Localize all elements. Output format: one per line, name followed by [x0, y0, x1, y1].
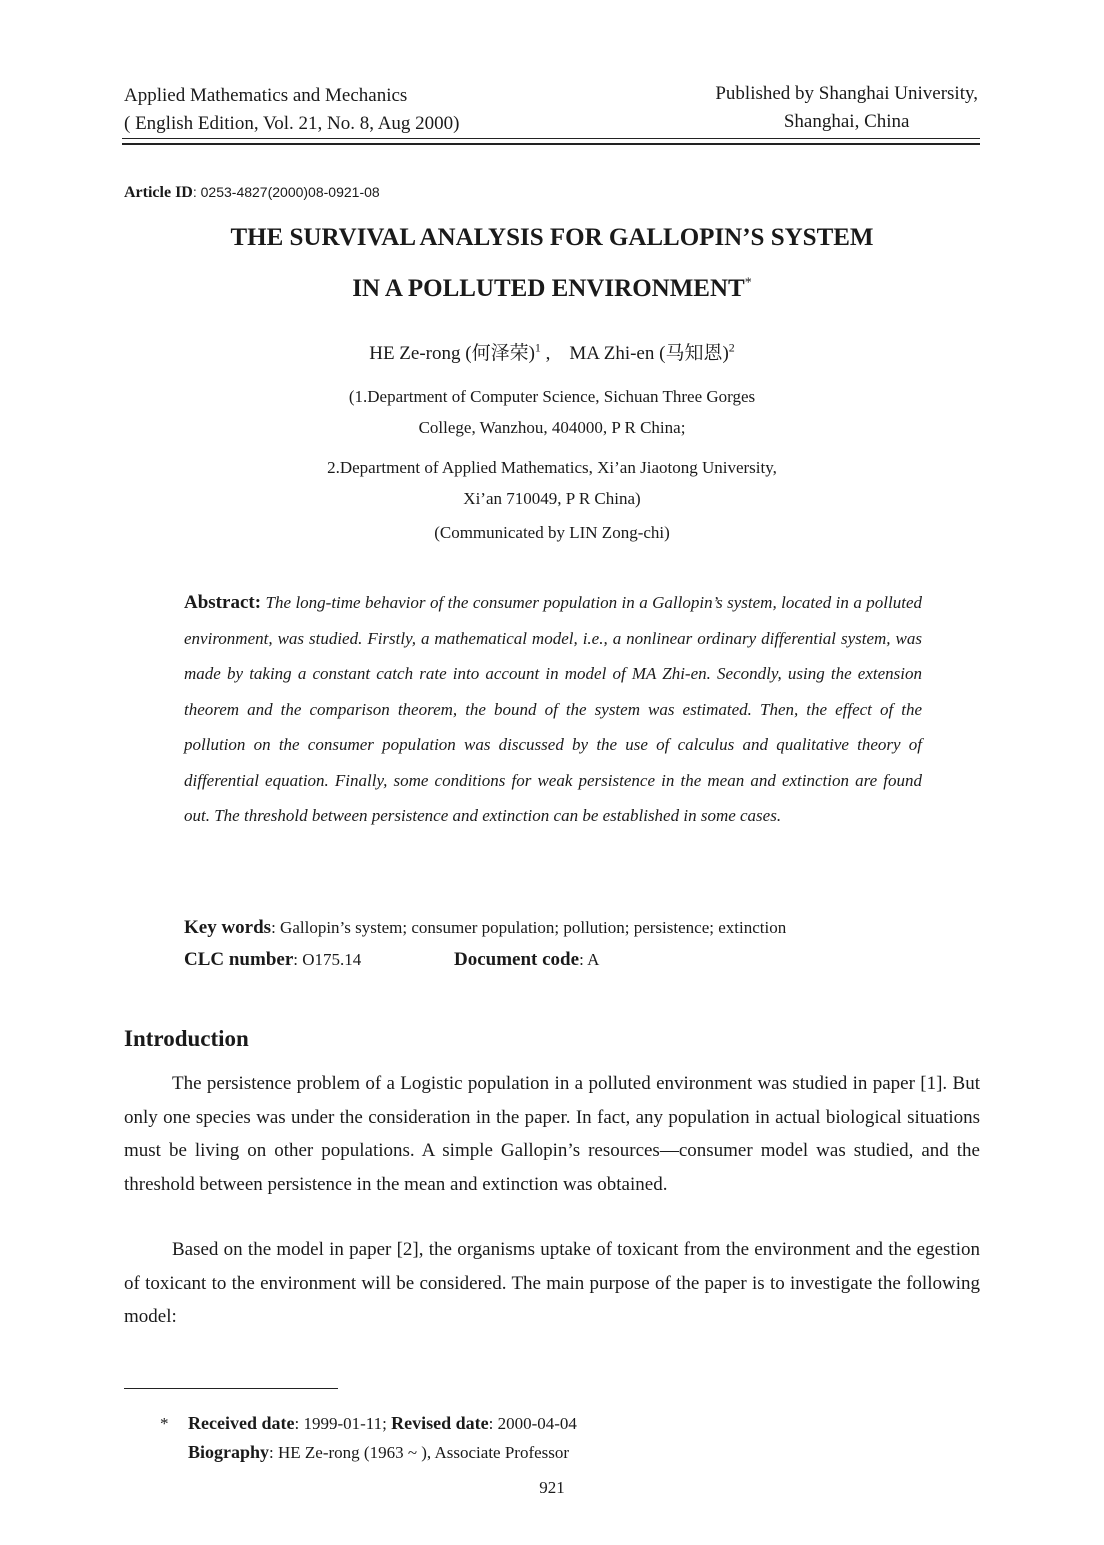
section-heading-introduction: Introduction: [124, 1026, 249, 1051]
journal-name: Applied Mathematics and Mechanics: [124, 85, 408, 106]
keywords: [184, 917, 924, 939]
affiliation-1-line2: College, Wanzhou, 404000, P R China;: [418, 418, 686, 437]
communicated-by: (Communicated by LIN Zong-chi): [434, 523, 670, 542]
article-id-label: Article ID: [124, 184, 193, 201]
abstract: [184, 585, 922, 834]
affiliation-1-line1: (1.Department of Computer Science, Sichuan Three Gorges: [348, 387, 756, 406]
title-footnote-mark: *: [744, 275, 752, 291]
author-1-affil: 1: [534, 340, 541, 355]
intro-paragraph-2: Based on the model in paper [2], the organisms uptake of toxicant from the environment and the egestion of toxicant to the environment will be considered. The main purpose of the paper is to investigate the following model:: [124, 1239, 980, 1327]
biography-line: [160, 1438, 577, 1467]
author-separator: ,: [540, 343, 570, 364]
article-id-value: : 0253-4827(2000)08-0921-08: [192, 184, 380, 200]
publisher-name: Published by Shanghai University,: [715, 83, 978, 104]
clc-label: CLC number: [184, 949, 294, 970]
header-rule-thin: [122, 138, 980, 139]
journal-header: [124, 82, 460, 138]
affiliation-2: [124, 452, 980, 514]
footnote-rule: [124, 1388, 338, 1389]
clc-value: : O175.14: [293, 950, 362, 969]
article-id: [124, 184, 380, 202]
affiliation-1: [124, 381, 980, 443]
footnote: [160, 1409, 577, 1467]
keywords-label: Key words: [184, 917, 272, 938]
publisher-header: [715, 80, 978, 136]
intro-paragraph-1: The persistence problem of a Logistic population in a polluted environment was studied in paper [1]. But only one species was under the consideration in the paper. In fact, any population in actual biological situations must be living on other populations. A simple Gallopin’s resources—consumer model was studied, and the threshold between persistence in the mean and extinction was obtained.: [124, 1073, 980, 1195]
revised-value: : 2000-04-04: [488, 1414, 577, 1433]
received-label: Received date: [188, 1413, 295, 1433]
paper-title-line2: [124, 275, 980, 303]
abstract-text: The long-time behavior of the consumer population in a Gallopin’s system, located in a polluted environment, was studied. Firstly, a mathematical model, i.e., a nonlinear ordinary differential system, was made by taking a constant catch rate into account in model of MA Zhi-en. Secondly, using the extension theorem and the comparison theorem, the bound of the system was estimated. Then, the effect of the pollution on the consumer population was discussed by the use of calculus and qualitative theory of differential equation. Finally, some conditions for weak persistence in the mean and extinction are found out. The threshold between persistence and extinction can be established in some cases.: [184, 593, 923, 825]
revised-label: Revised date: [391, 1413, 489, 1433]
doc-code-label: Document code: [454, 949, 580, 970]
biography-value: : HE Ze-rong (1963 ~ ), Associate Professor: [269, 1443, 570, 1462]
clc-number: [184, 950, 361, 969]
publisher-location: Shanghai, China: [783, 111, 910, 132]
document-code: [454, 949, 599, 971]
author-list: [124, 338, 980, 365]
paper-title-line2-text: IN A POLLUTED ENVIRONMENT: [352, 275, 745, 302]
footnote-star: *: [160, 1414, 169, 1433]
doc-code-value: : A: [579, 950, 600, 969]
header-rule-thick: [122, 143, 980, 145]
journal-edition: ( English Edition, Vol. 21, No. 8, Aug 2000): [124, 113, 460, 134]
classification-line: [184, 949, 924, 971]
affiliation-2-line1: 2.Department of Applied Mathematics, Xi’an Jiaotong University,: [327, 458, 777, 477]
author-2-affil: 2: [728, 340, 735, 355]
biography-label: Biography: [188, 1442, 270, 1462]
received-value: : 1999-01-11;: [294, 1414, 392, 1433]
author-1: HE Ze-rong (何泽荣): [369, 343, 535, 364]
affiliation-2-line2: Xi’an 710049, P R China): [463, 489, 641, 508]
abstract-label: Abstract:: [184, 592, 262, 613]
author-2: MA Zhi-en (马知恩): [569, 343, 729, 364]
paper-title-line1: THE SURVIVAL ANALYSIS FOR GALLOPIN’S SYSTEM: [230, 224, 874, 251]
page-number: 921: [539, 1478, 565, 1497]
keywords-value: : Gallopin’s system; consumer population; pollution; persistence; extinction: [271, 918, 787, 937]
